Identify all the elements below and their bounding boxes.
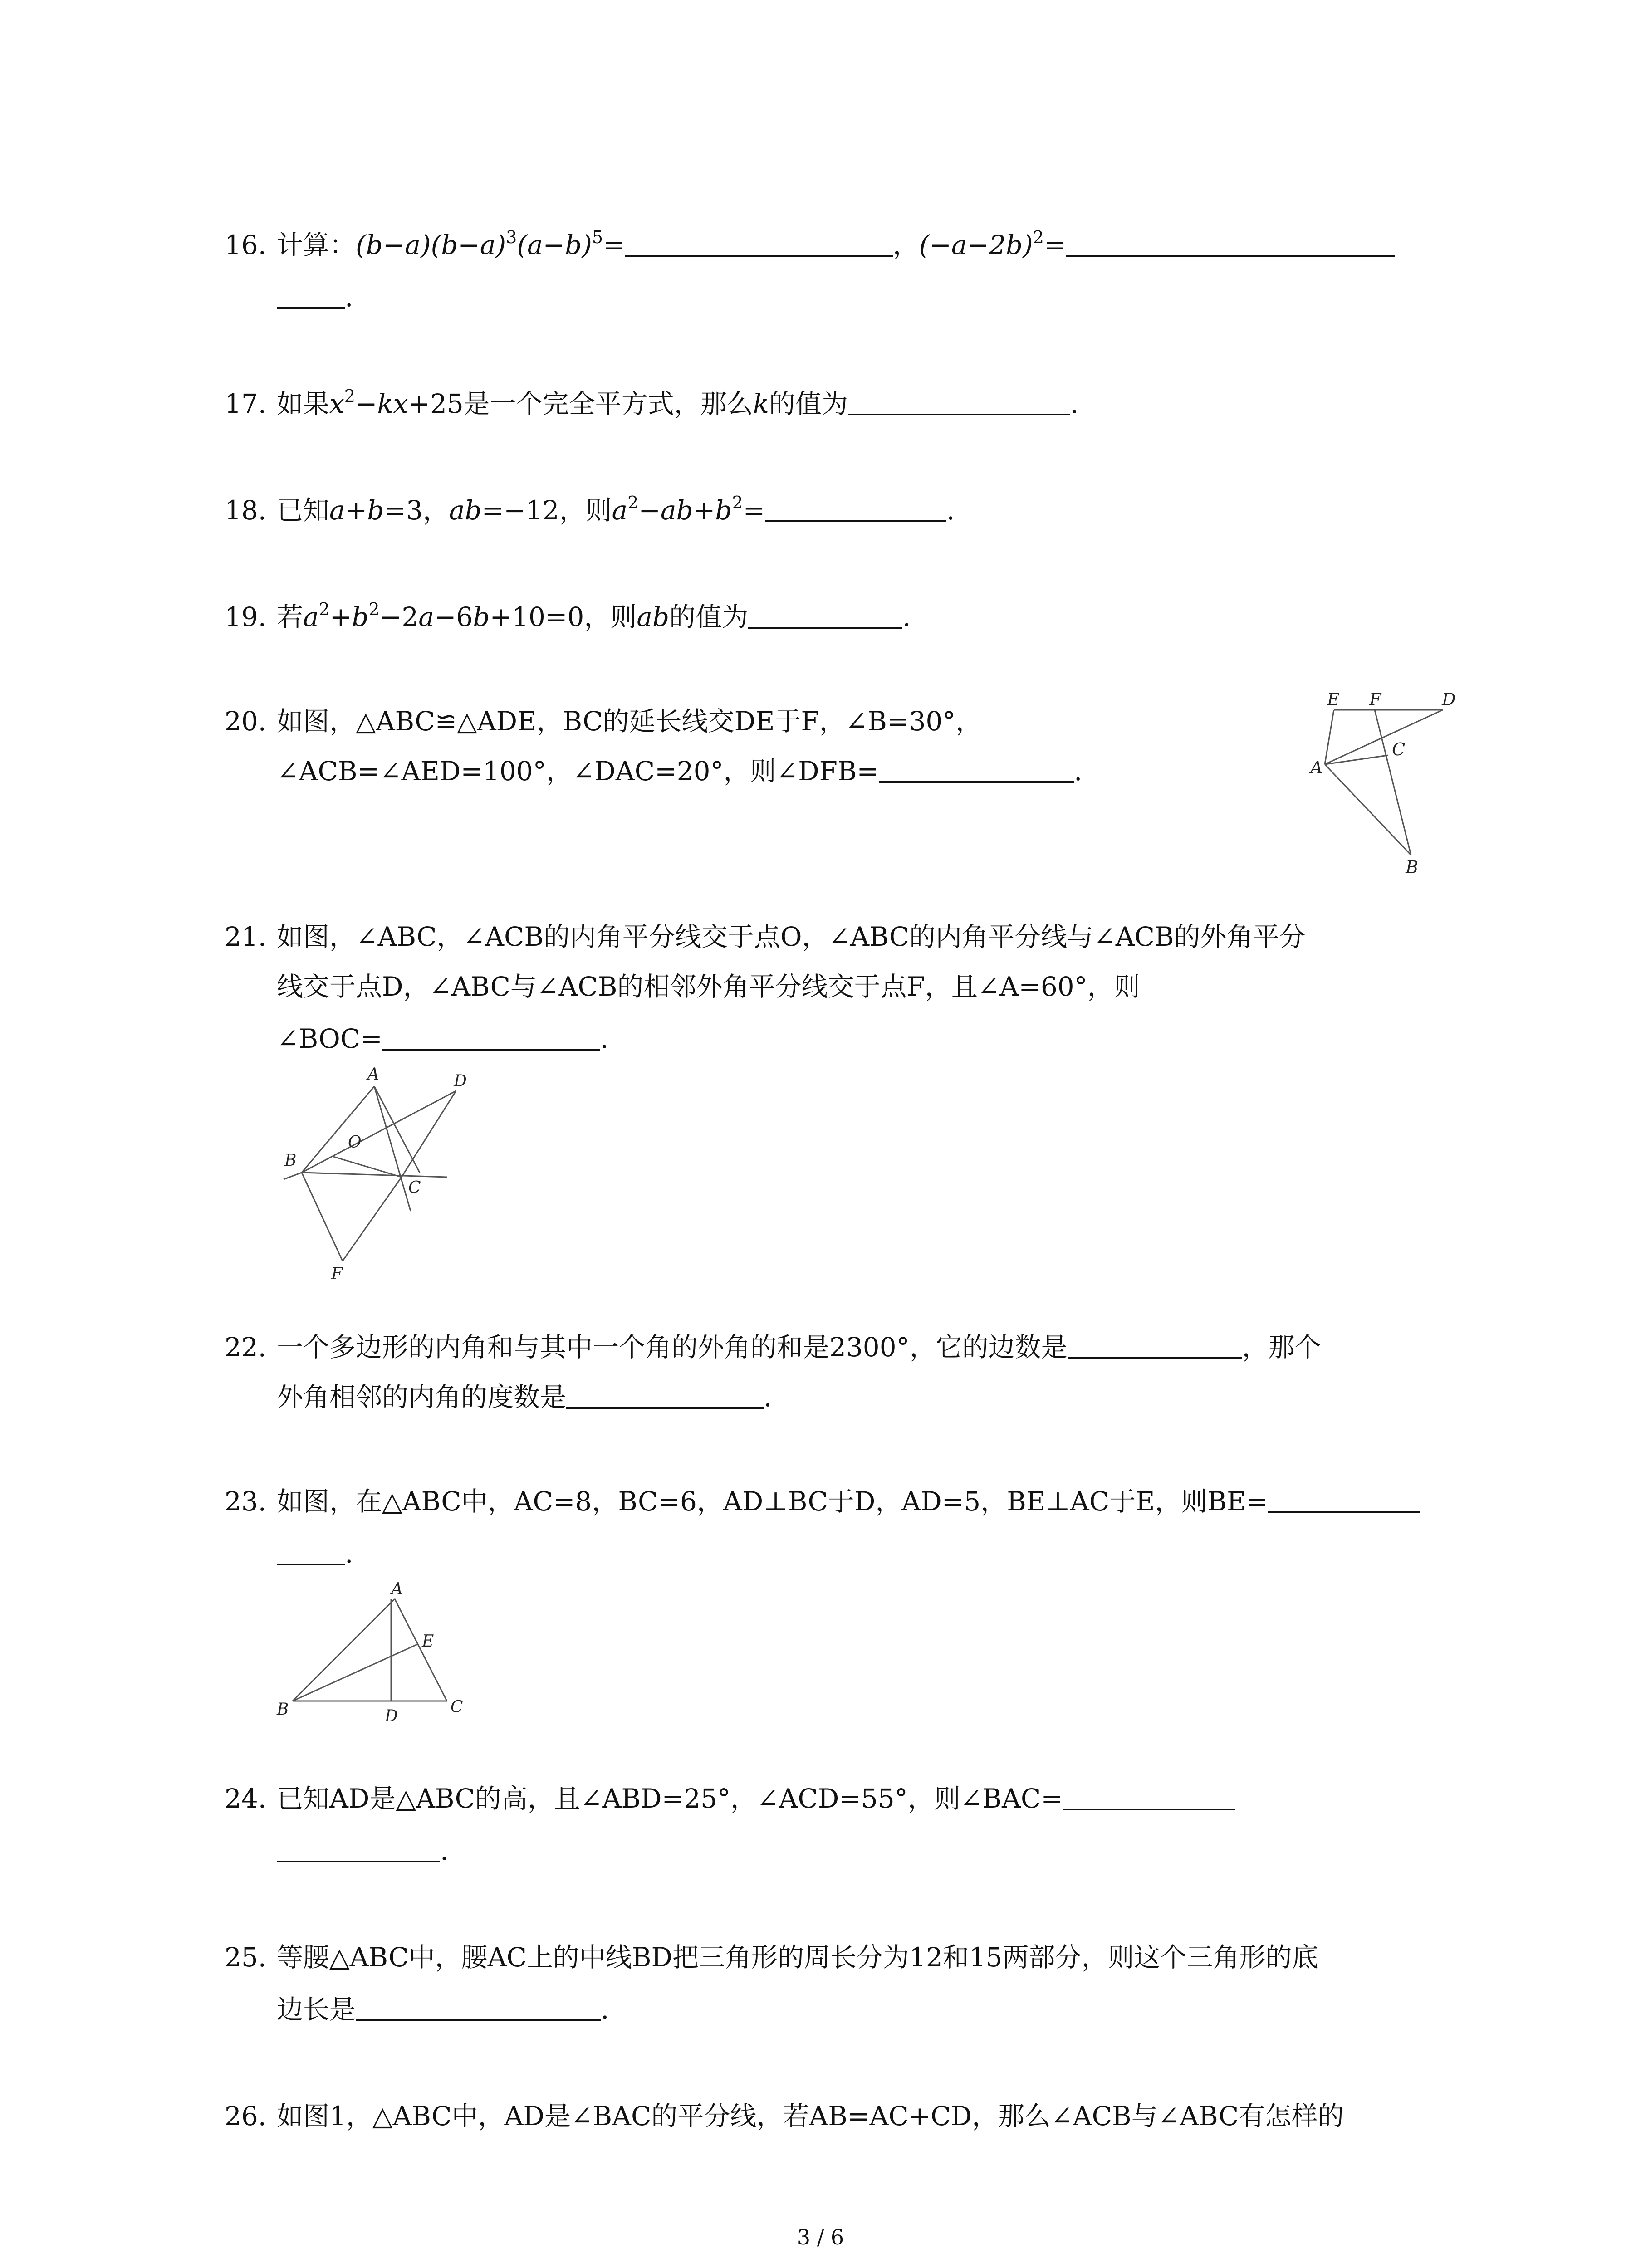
question-18: 18. 已知a+b=3，ab=−12，则$a^2-ab+b^2=$ . [225, 492, 955, 528]
answer-blank[interactable] [1268, 1485, 1420, 1513]
question-number: 20. [225, 706, 267, 737]
answer-blank-continued[interactable] [277, 1537, 345, 1565]
question-16-line-1: 16. 计算：$(b-a)(b-a)^3(a-b)^5=$ ，$(-a-2b)^2=$ [225, 227, 1395, 263]
answer-blank[interactable] [1063, 1782, 1235, 1810]
question-20-line-2: ∠ACB=∠AED=100°，∠DAC=20°，则∠DFB= . [277, 756, 1083, 787]
label-A: A [391, 1580, 403, 1598]
segment-FB [1375, 710, 1411, 855]
segment-BF [302, 1173, 343, 1261]
label-A: A [367, 1065, 379, 1084]
question-22-line-2: 外角相邻的内角的度数是 . [277, 1382, 772, 1413]
question-number: 18. [225, 495, 267, 526]
line-extension [284, 1173, 302, 1179]
label-B: B [1406, 857, 1418, 877]
label-B: B [277, 1700, 289, 1719]
label-D: D [1442, 689, 1456, 709]
question-26-line-1: 26. 如图1，△ABC中，AD是∠BAC的平分线，若AB=AC+CD，那么∠ACB与∠ABC有怎样的 [225, 2098, 1344, 2134]
line-AC-extended [374, 1086, 411, 1211]
segment-BA [302, 1086, 374, 1173]
segment-EA [1325, 710, 1334, 764]
question-number: 24. [225, 1783, 267, 1814]
answer-blank[interactable] [1068, 1331, 1242, 1359]
question-24-line-2: . [277, 1833, 448, 1869]
question-number: 21. [225, 921, 267, 952]
label-E: E [422, 1632, 434, 1651]
question-number: 23. [225, 1486, 267, 1517]
answer-blank-continued[interactable] [277, 1834, 440, 1862]
answer-blank[interactable] [879, 755, 1074, 783]
segment-AB [1325, 764, 1411, 855]
segment-BA [293, 1599, 395, 1701]
segment-FC [343, 1177, 402, 1261]
question-number: 16. [225, 230, 267, 260]
answer-blank[interactable] [765, 494, 946, 522]
label-O: O [348, 1133, 362, 1152]
question-20-line-1: 20. 如图，△ABC≌△ADE，BC的延长线交DE于F，∠B=30°， [225, 703, 982, 739]
question-17: 17. 如果$x^2-kx+25$是一个完全平方式，那么k的值为 . [225, 386, 1078, 422]
segment-AC [395, 1599, 447, 1701]
question-23-line-2: . [277, 1535, 353, 1572]
line-BC-extended [302, 1173, 447, 1177]
answer-blank[interactable] [848, 387, 1070, 415]
page-number: 3 / 6 [797, 2225, 844, 2249]
answer-blank[interactable] [625, 229, 893, 257]
question-number: 19. [225, 601, 267, 632]
question-23-figure [272, 1579, 472, 1733]
answer-blank-continued[interactable] [277, 281, 345, 309]
question-21-line-3: ∠BOC= . [277, 1023, 609, 1054]
label-F: F [1369, 689, 1381, 709]
question-number: 25. [225, 1942, 267, 1973]
question-19: 19. 若$a^2+b^2-2a-6b+10=0$，则ab的值为 . [225, 599, 911, 635]
label-F: F [331, 1265, 343, 1283]
label-B: B [284, 1151, 297, 1170]
label-D: D [454, 1072, 467, 1090]
question-22-line-1: 22. 一个多边形的内角和与其中一个角的外角的和是2300°，它的边数是 ，那个 [225, 1329, 1321, 1365]
question-number: 22. [225, 1332, 267, 1363]
question-number: 17. [225, 388, 267, 419]
label-C: C [1392, 739, 1406, 759]
segment-BE [293, 1644, 417, 1701]
label-D: D [385, 1707, 398, 1725]
answer-blank[interactable] [748, 601, 902, 629]
answer-blank[interactable] [356, 1993, 601, 2021]
question-23-line-1: 23. 如图，在△ABC中，AC=8，BC=6，AD⊥BC于D，AD=5，BE⊥AC于E，则BE= [225, 1483, 1420, 1520]
question-25-line-1: 25. 等腰△ABC中，腰AC上的中线BD把三角形的周长分为12和15两部分，则这个三角形的底 [225, 1939, 1318, 1975]
label-E: E [1327, 689, 1340, 709]
question-25-line-2: 边长是 . [277, 1994, 609, 2025]
question-16-line-2: . [277, 279, 353, 315]
label-C: C [408, 1178, 421, 1197]
answer-blank[interactable] [382, 1022, 600, 1051]
question-21-figure [279, 1061, 470, 1284]
answer-blank[interactable] [566, 1381, 764, 1409]
question-21-line-1: 21. 如图，∠ABC，∠ACB的内角平分线交于点O，∠ABC的内角平分线与∠ACB的外角平分 [225, 919, 1306, 955]
question-20-figure [1307, 680, 1461, 880]
segment-CD [402, 1091, 456, 1177]
answer-blank[interactable] [1066, 229, 1395, 257]
question-number: 26. [225, 2101, 267, 2131]
question-21-line-2: 线交于点D，∠ABC与∠ACB的相邻外角平分线交于点F，且∠A=60°，则 [277, 971, 1140, 1002]
label-A: A [1310, 758, 1323, 777]
question-24-line-1: 24. 已知AD是△ABC的高，且∠ABD=25°，∠ACD=55°，则∠BAC= [225, 1780, 1235, 1817]
label-C: C [451, 1698, 463, 1716]
